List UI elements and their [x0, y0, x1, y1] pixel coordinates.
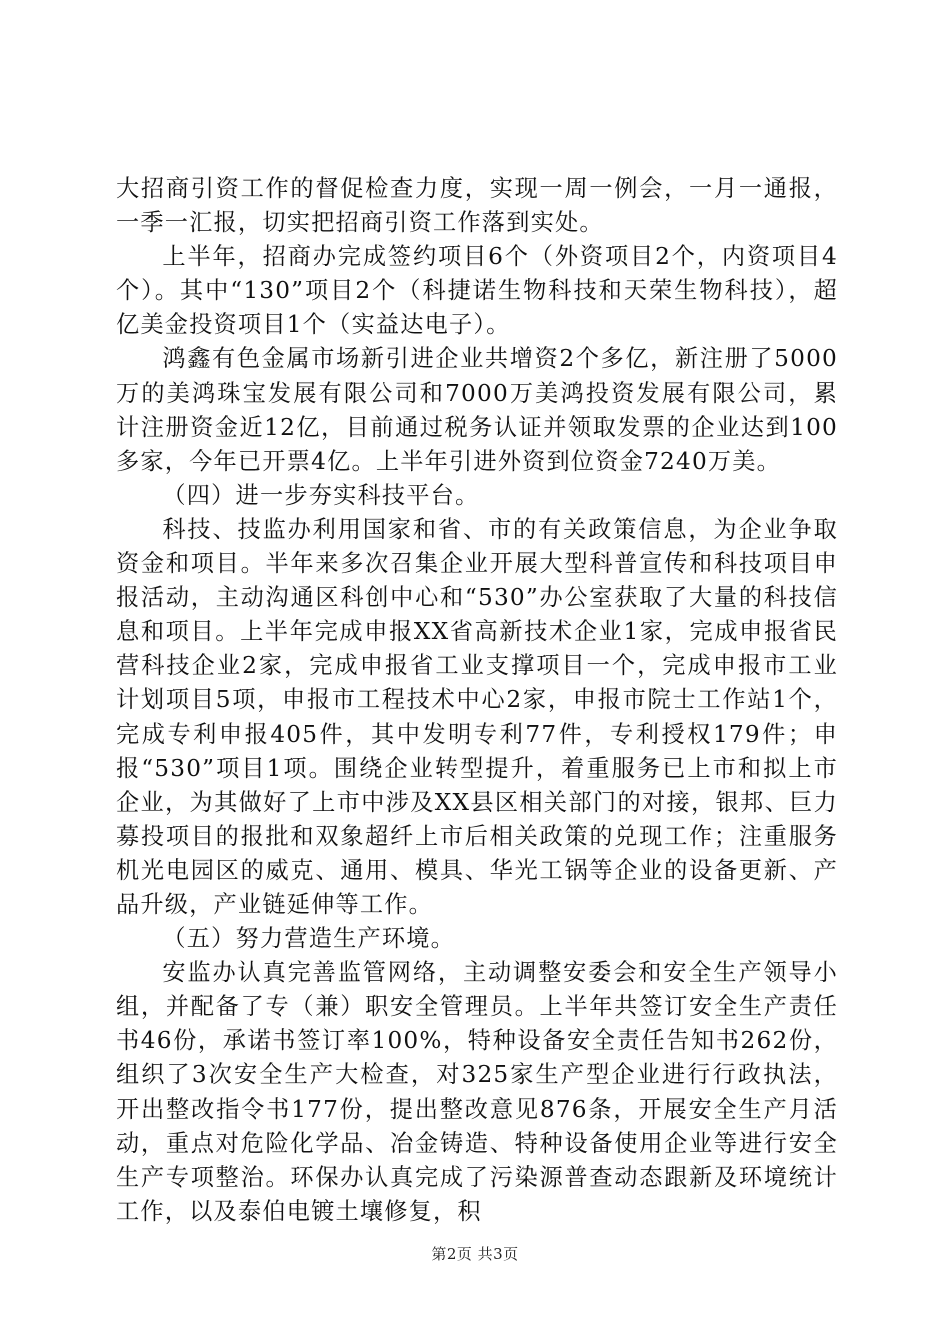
- section-heading-tech-platform: （四）进一步夯实科技平台。: [162, 481, 480, 509]
- document-body: [116, 172, 838, 1229]
- section-heading-production-environment: （五）努力营造生产环境。: [162, 925, 456, 953]
- paragraph-tech-platform: 科技、技监办利用国家和省、市的有关政策信息，为企业争取资金和项目。半年来多次召集企业开展大型科普宣传和科技项目申报活动，主动沟通区科创中心和“530”办公室获取了大量的科技信息和项目。上半年完成申报XX省高新技术企业1家，完成申报省民营科技企业2家，完成申报省工业支撑项目一个，完成申报市工业计划项目5项，申报市工程技术中心2家，申报市院士工作站1个，完成专利申报405件，其中发明专利77件，专利授权179件；申报“530”项目1项。围绕企业转型提升，着重服务已上市和拟上市企业，为其做好了上市中涉及XX县区相关部门的对接，银邦、巨力募投项目的报批和双象超纤上市后相关政策的兑现工作；注重服务机光电园区的威克、通用、模具、华光工锅等企业的设备更新、产品升级，产业链延伸等工作。: [116, 515, 838, 918]
- page-footer: [0, 1244, 950, 1264]
- page-number-label: 第2页 共3页: [431, 1245, 519, 1263]
- paragraph-metals-market: 鸿鑫有色金属市场新引进企业共增资2个多亿，新注册了5000万的美鸿珠宝发展有限公司和7000万美鸿投资发展有限公司，累计注册资金近12亿，目前通过税务认证并领取发票的企业达到100多家，今年已开票4亿。上半年引进外资到位资金7240万美。: [116, 345, 838, 475]
- paragraph-continuation: 大招商引资工作的督促检查力度，实现一周一例会，一月一通报，一季一汇报，切实把招商引资工作落到实处。: [116, 175, 838, 237]
- paragraph-production-environment: 安监办认真完善监管网络，主动调整安委会和安全生产领导小组，并配备了专（兼）职安全管理员。上半年共签订安全生产责任书46份，承诺书签订率100%，特种设备安全责任告知书262份，组织了3次安全生产大检查，对325家生产型企业进行行政执法，开出整改指令书177份，提出整改意见876条，开展安全生产月活动，重点对危险化学品、冶金铸造、特种设备使用企业等进行安全生产专项整治。环保办认真完成了污染源普查动态跟新及环境统计工作，以及泰伯电镀土壤修复，积: [116, 959, 838, 1225]
- paragraph-signed-projects: 上半年，招商办完成签约项目6个（外资项目2个，内资项目4个）。其中“130”项目2个（科捷诺生物科技和天荣生物科技），超亿美金投资项目1个（实益达电子）。: [116, 243, 838, 339]
